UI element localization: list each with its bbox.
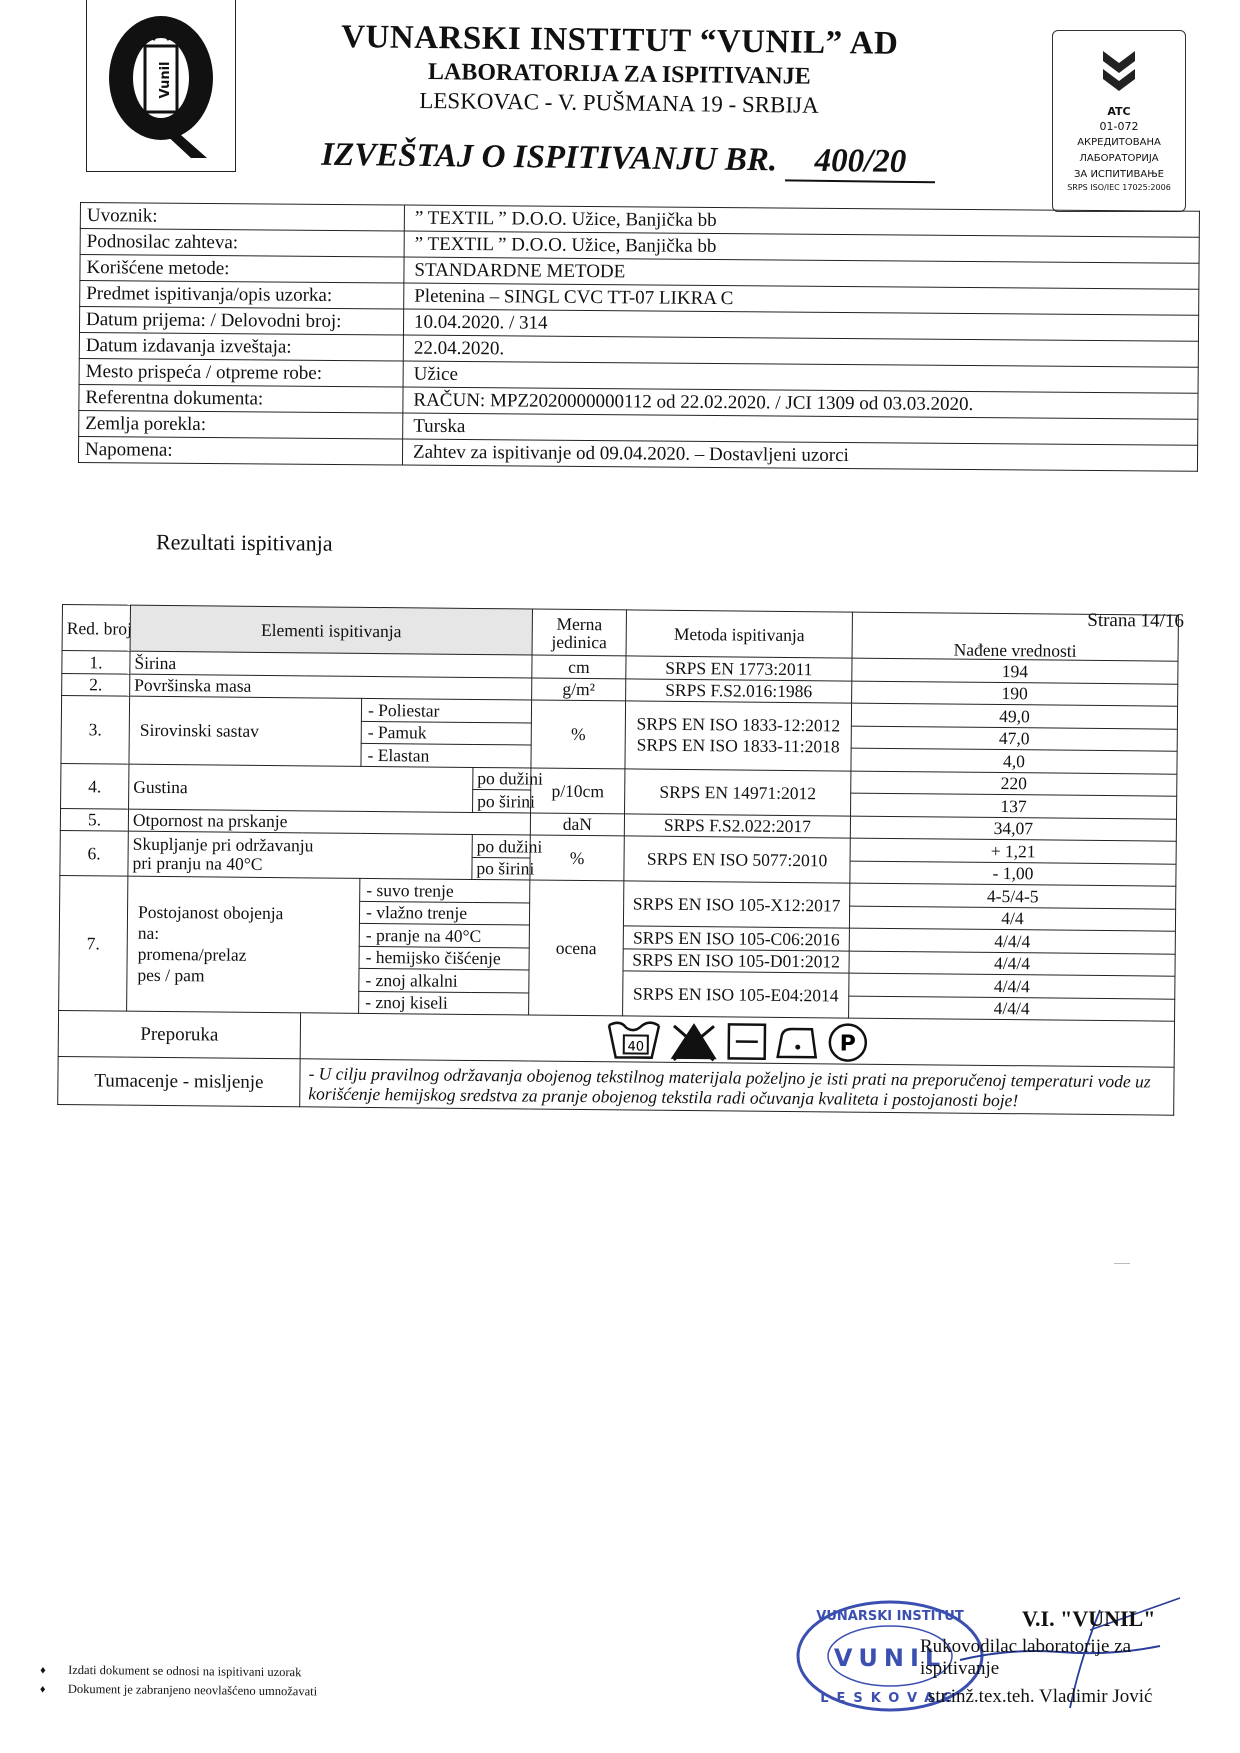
row-element: Širina xyxy=(130,651,532,677)
row-value: 34,07 xyxy=(850,816,1176,842)
scan-mark xyxy=(1114,1263,1130,1264)
footer-notes xyxy=(40,1661,318,1702)
sample-info-table xyxy=(78,202,1200,472)
row-unit: p/10cm xyxy=(531,768,625,814)
row-unit: % xyxy=(531,700,626,768)
wash-temperature: 40 xyxy=(626,1039,644,1055)
signature-name: str.inž.tex.teh. Vladimir Jović xyxy=(928,1686,1153,1707)
sub-item: po dužini xyxy=(473,767,531,790)
svg-text:VUNARSKI INSTITUT: VUNARSKI INSTITUT xyxy=(816,1609,964,1624)
info-value: ” TEXTIL ” D.O.O. Užice, Banjička bb xyxy=(404,231,1199,263)
sub-item: - hemijsko čišćenje xyxy=(359,946,529,970)
row-value: 4,0 xyxy=(851,748,1177,774)
info-label: Predmet ispitivanja/opis uzorka: xyxy=(80,281,404,310)
info-value: Pletenina – SINGL CVC TT-07 LIKRA C xyxy=(404,283,1199,315)
laboratory-address: LESKOVAC - V. PUŠMANA 19 - SRBIJA xyxy=(419,87,819,118)
sub-item: - znoj alkalni xyxy=(359,968,529,992)
row-method: SRPS EN ISO 105-D01:2012 xyxy=(623,948,849,973)
logo-text: Vunil xyxy=(158,61,173,99)
accreditation-line1: АКРЕДИТОВАНА xyxy=(1077,137,1161,148)
sub-item: po širini xyxy=(472,857,530,880)
sub-item: - vlažno trenje xyxy=(359,901,529,925)
info-label: Korišćene metode: xyxy=(80,255,404,284)
report-title-prefix: IZVEŠTAJ O ISPITIVANJU BR. xyxy=(320,136,778,179)
row-number: 4. xyxy=(61,763,129,809)
header-method: Metoda ispitivanja xyxy=(626,610,852,658)
dry-clean-letter: P xyxy=(839,1031,856,1057)
row-value: 220 xyxy=(851,771,1177,797)
row-unit: cm xyxy=(532,655,626,678)
footer-note: ♦ Izdati dokument se odnosi na ispitivani uzorak xyxy=(40,1661,317,1683)
info-label: Uvoznik: xyxy=(80,203,404,232)
sub-item: po dužini xyxy=(472,834,530,857)
info-value: 10.04.2020. / 314 xyxy=(403,309,1198,341)
row-method: SRPS F.S2.022:2017 xyxy=(624,813,850,838)
iron-low-icon xyxy=(773,1021,819,1063)
opinion-text: - U cilju pravilnog održavanja obojenog tekstilnog materijala poželjno je isti prati na preporučenoj temperaturi vode uz korišćenje hemijskog sredstva za pranje obojenog tekstila radi očuvanja kvaliteta i postojanosti boje! xyxy=(300,1059,1174,1115)
row-element: Postojanost obojenja na: promena/prelaz pes / pam xyxy=(127,876,360,1013)
results-heading: Rezultati ispitivanja xyxy=(155,529,333,556)
row-method: SRPS F.S2.016:1986 xyxy=(626,678,852,703)
row-method: SRPS EN 1773:2011 xyxy=(626,656,852,681)
footer-note: ♦ Dokument je zabranjeno neovlašćeno umnožavati xyxy=(40,1680,317,1702)
accreditation-badge xyxy=(1052,30,1186,212)
info-value: Zahtev za ispitivanje od 09.04.2020. – Dostavljeni uzorci xyxy=(402,439,1197,471)
sub-item: - Poliestar xyxy=(361,698,531,722)
row-number: 7. xyxy=(59,875,128,1011)
info-label: Zemlja porekla: xyxy=(79,410,403,439)
row-number: 5. xyxy=(60,808,128,831)
report-number: 400/20 xyxy=(785,142,935,183)
info-label: Referentna dokumenta: xyxy=(79,384,403,413)
header-value: Nađene vrednosti xyxy=(852,612,1178,661)
signature-block xyxy=(790,1590,1210,1720)
report-title xyxy=(258,136,978,184)
row-value: 4/4/4 xyxy=(849,973,1175,999)
accreditation-code: ATC xyxy=(1107,105,1131,118)
row-value: 190 xyxy=(852,681,1178,707)
results-table xyxy=(57,604,1179,1116)
row-method: SRPS EN 14971:2012 xyxy=(625,768,851,815)
info-label: Datum prijema: / Delovodni broj: xyxy=(79,307,403,336)
info-value: Turska xyxy=(403,413,1198,445)
row-element: Gustina xyxy=(129,764,473,812)
accreditation-line3: ЗА ИСПИТИВАЊЕ xyxy=(1074,169,1164,180)
info-value: ” TEXTIL ” D.O.O. Užice, Banjička bb xyxy=(404,205,1199,237)
accreditation-line2: ЛАБОРАТОРИЈА xyxy=(1079,153,1159,164)
row-unit: daN xyxy=(530,813,624,836)
info-value: Užice xyxy=(403,361,1198,393)
row-value: 137 xyxy=(851,793,1177,819)
row-method: SRPS EN ISO 105-C06:2016 xyxy=(623,926,849,951)
row-value: 49,0 xyxy=(851,703,1177,729)
sub-item: - Pamuk xyxy=(361,721,531,745)
report-header xyxy=(258,18,980,184)
row-value: 4-5/4-5 xyxy=(850,883,1176,909)
lab-logo xyxy=(86,0,236,172)
row-value: - 1,00 xyxy=(850,861,1176,887)
no-bleach-icon xyxy=(667,1020,719,1062)
signature-company: V.I. "VUNIL" xyxy=(1022,1606,1156,1631)
info-label: Datum izdavanja izveštaja: xyxy=(79,332,403,361)
row-unit: % xyxy=(530,835,624,881)
header-element: Elementi ispitivanja xyxy=(130,605,532,655)
wash-40-icon xyxy=(605,1019,661,1062)
opinion-label: Tumacenje - misljenje xyxy=(58,1056,300,1106)
signature-role: Rukovodilac laboratorije za ispitivanje xyxy=(920,1636,1132,1679)
row-method: SRPS EN ISO 1833-12:2012 SRPS EN ISO 1833-11:2018 xyxy=(625,701,852,771)
atc-check-icon xyxy=(1097,47,1141,99)
page-number: Strana 14/16 xyxy=(1087,609,1184,632)
accreditation-number: 01-072 xyxy=(1099,120,1139,133)
svg-text:LESKOVAC: LESKOVAC xyxy=(820,1691,960,1706)
row-value: 4/4 xyxy=(849,906,1175,932)
row-element: Skupljanje pri održavanju pri pranju na 40°C xyxy=(128,831,472,879)
row-value: 194 xyxy=(852,658,1178,684)
info-label: Napomena: xyxy=(78,436,402,465)
row-element: Sirovinski sastav xyxy=(129,696,362,766)
opinion-row xyxy=(58,1056,1174,1115)
info-value: 22.04.2020. xyxy=(403,335,1198,367)
header-unit: Merna jedinica xyxy=(532,609,626,656)
sub-item: - suvo trenje xyxy=(360,878,530,902)
info-value: STANDARDNE METODE xyxy=(404,257,1199,289)
row-unit: g/m² xyxy=(532,678,626,701)
row-element: Otpornost na prskanje xyxy=(128,809,530,835)
row-value: 4/4/4 xyxy=(849,996,1175,1022)
row-method: SRPS EN ISO 105-E04:2014 xyxy=(623,971,849,1018)
row-method: SRPS EN ISO 5077:2010 xyxy=(624,836,850,883)
sub-item: - znoj kiseli xyxy=(359,991,529,1015)
laboratory-name: LABORATORIJA ZA ISPITIVANJE xyxy=(427,59,811,90)
row-number: 3. xyxy=(61,696,130,764)
dry-clean-p-icon xyxy=(825,1021,869,1063)
info-value: RAČUN: MPZ2020000000112 od 22.02.2020. / JCI 1309 od 03.03.2020. xyxy=(403,387,1198,419)
care-symbols xyxy=(300,1013,1174,1067)
header-no: Red. broj xyxy=(62,605,130,652)
row-value: 47,0 xyxy=(851,726,1177,752)
row-value: 4/4/4 xyxy=(849,951,1175,977)
institute-name: VUNARSKI INSTITUT “VUNIL” AD xyxy=(340,18,899,62)
info-label: Mesto prispeća / otpreme robe: xyxy=(79,358,403,387)
row-number: 6. xyxy=(60,830,128,876)
row-element: Površinska masa xyxy=(130,674,532,700)
row-number: 2. xyxy=(62,673,130,696)
svg-text:VUNIL: VUNIL xyxy=(833,1644,947,1672)
row-value: + 1,21 xyxy=(850,838,1176,864)
info-label: Podnosilac zahteva: xyxy=(80,229,404,258)
dry-flat-icon xyxy=(725,1020,767,1062)
sub-item: - Elastan xyxy=(361,743,531,767)
recommendation-label: Preporuka xyxy=(58,1010,300,1058)
row-number: 1. xyxy=(62,651,130,674)
sub-item: po širini xyxy=(473,789,531,812)
sub-item: - pranje na 40°C xyxy=(359,923,529,947)
results-section xyxy=(57,604,1184,1116)
row-value: 4/4/4 xyxy=(849,928,1175,954)
accreditation-standard: SRPS ISO/IEC 17025:2006 xyxy=(1067,183,1171,192)
row-method: SRPS EN ISO 105-X12:2017 xyxy=(623,881,849,928)
vunil-q-logo-icon xyxy=(103,10,221,160)
row-unit: ocena xyxy=(529,880,624,1016)
